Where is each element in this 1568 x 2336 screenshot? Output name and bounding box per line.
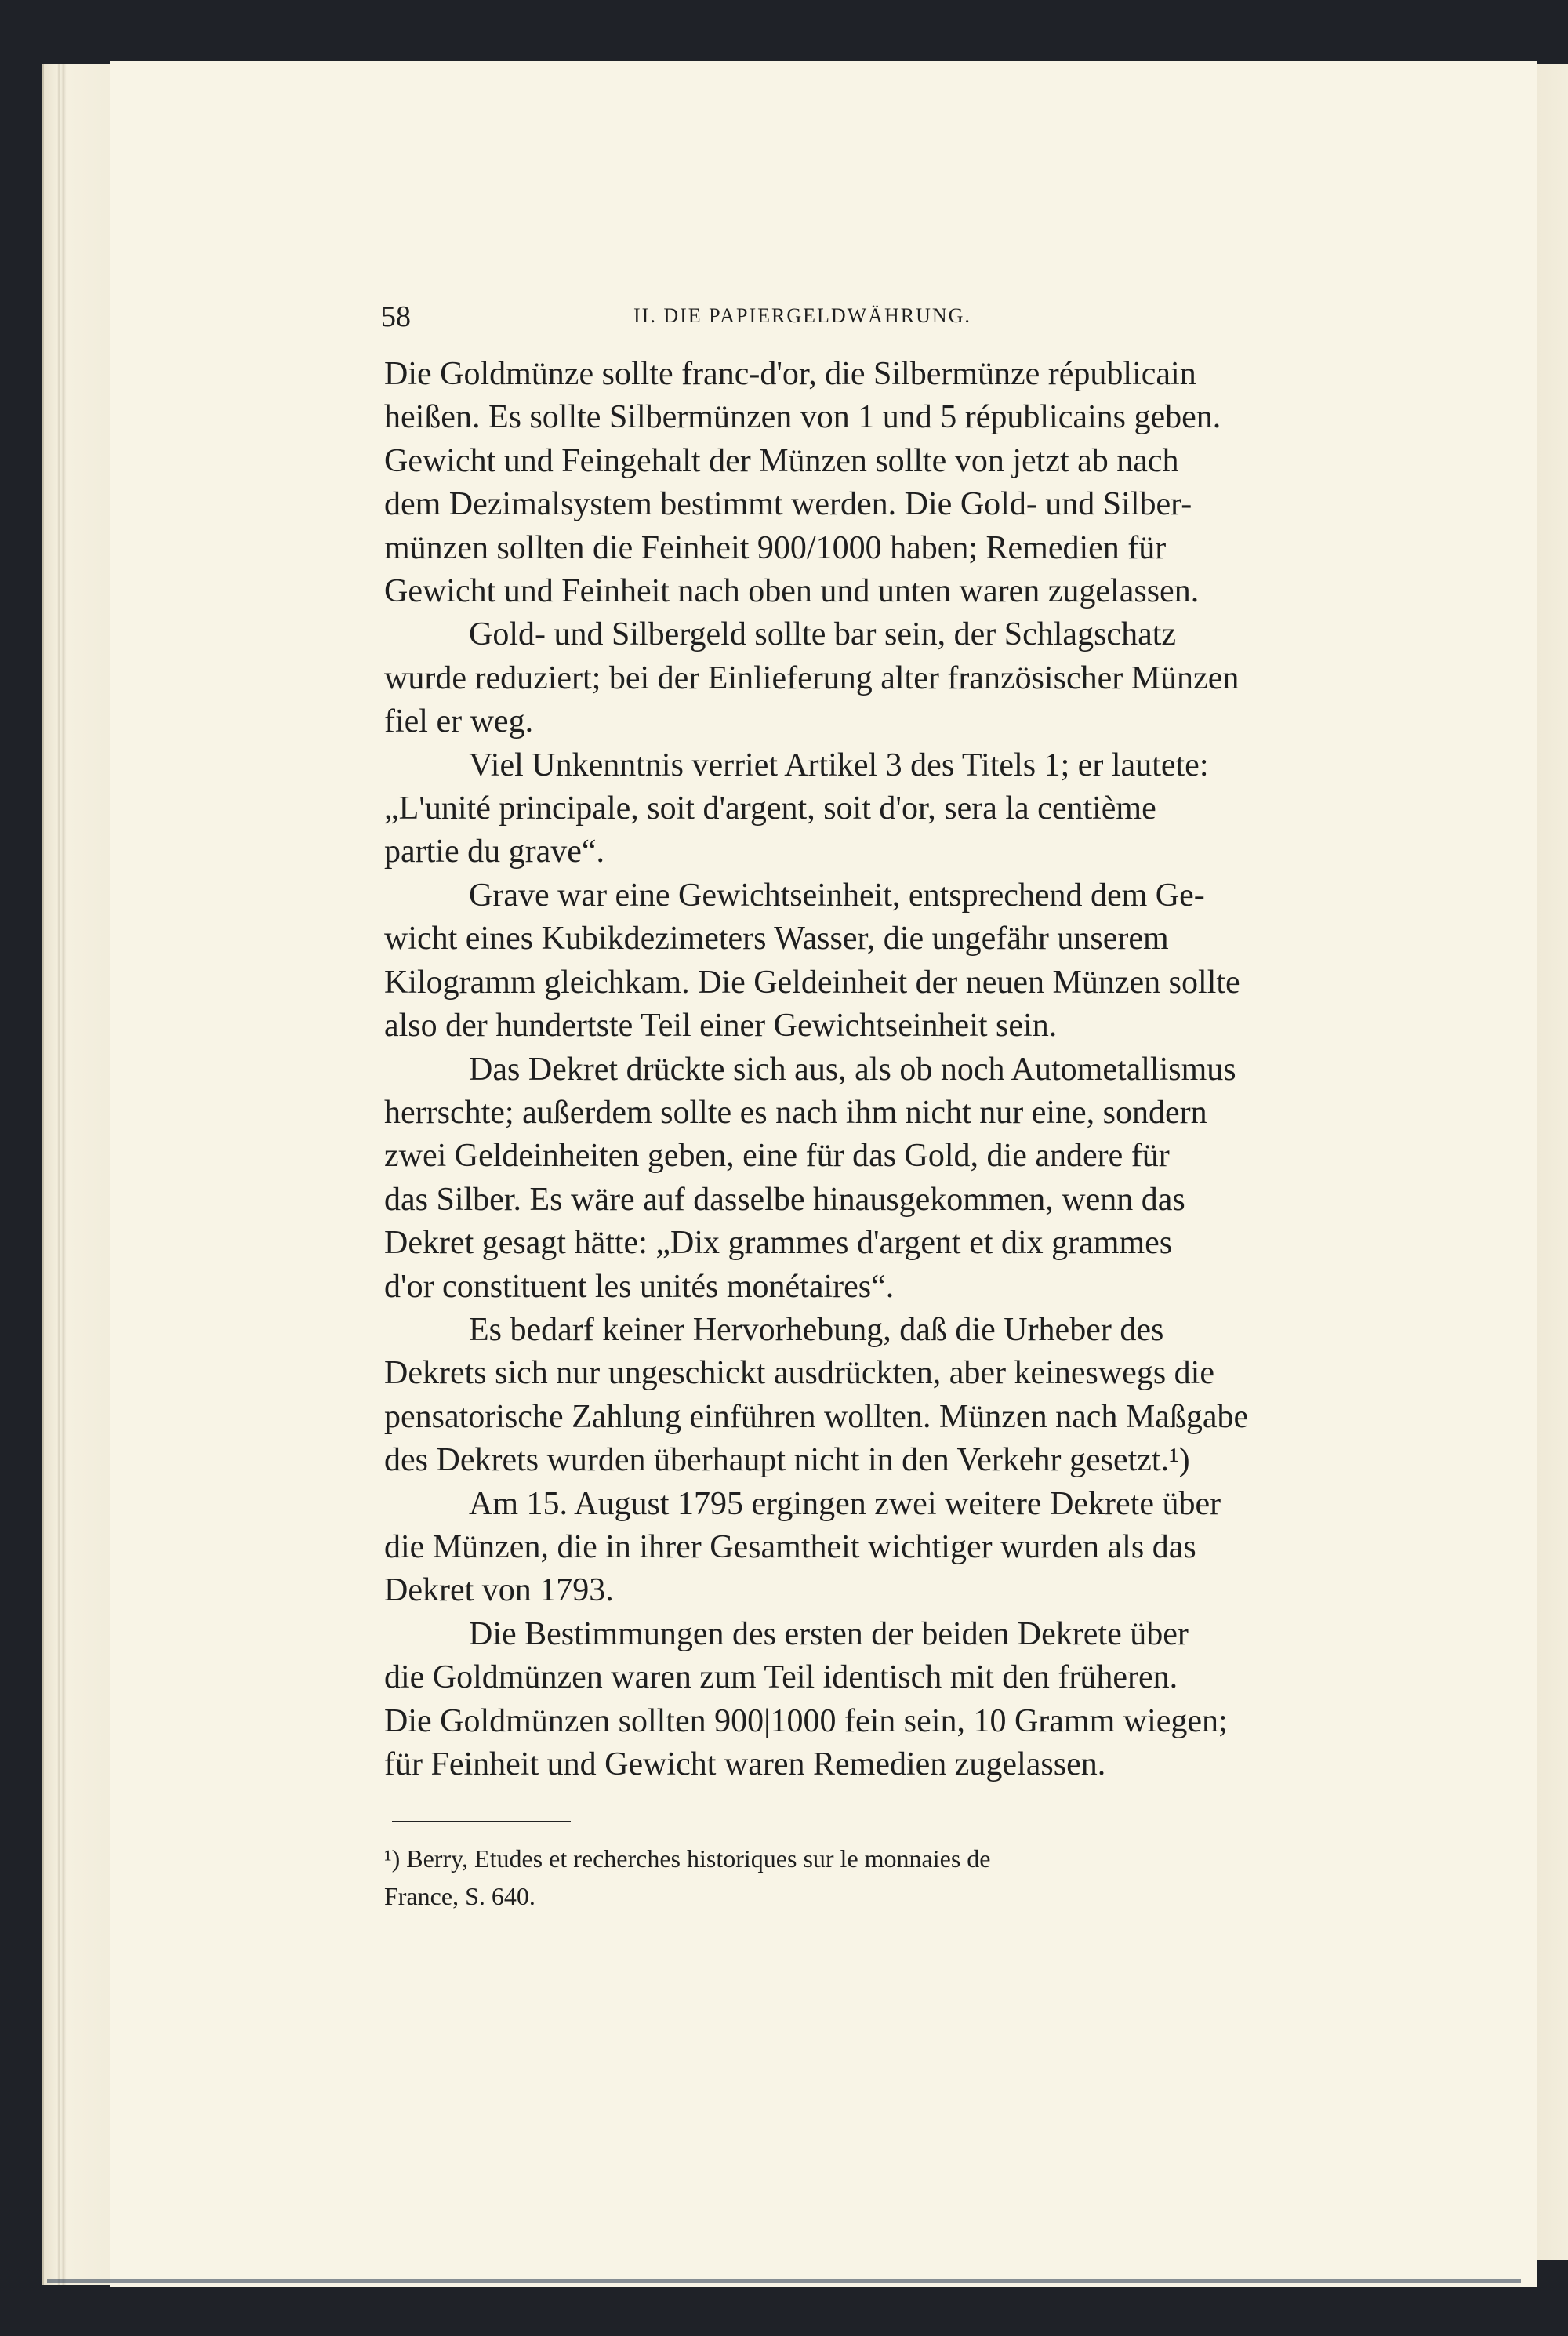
paragraph (384, 1309, 1347, 1483)
body-text (384, 353, 1347, 1786)
paragraph (384, 613, 1347, 743)
text-line: heißen. Es sollte Silbermünzen von 1 und 5 républicains geben. (384, 399, 1221, 436)
text-line: Gewicht und Feinheit nach oben und unten waren zugelassen. (384, 573, 1200, 610)
text-line: Gewicht und Feingehalt der Münzen sollte von jetzt ab nach (384, 442, 1179, 479)
scan-bottom-shadow (47, 2279, 1521, 2283)
paragraph (384, 1048, 1347, 1309)
text-line: für Feinheit und Gewicht waren Remedien zugelassen. (384, 1746, 1106, 1782)
text-line: Die Goldmünze sollte franc-d'or, die Silbermünze républicain (384, 356, 1196, 392)
page-header (381, 300, 1353, 334)
text-line: „L'unité principale, soit d'argent, soit d'or, sera la centième (384, 790, 1156, 827)
paragraph (384, 744, 1347, 874)
text-line: des Dekrets wurden überhaupt nicht in den Verkehr gesetzt.¹) (384, 1442, 1190, 1479)
footnote-line: ¹) Berry, Etudes et recherches historiques sur le monnaies de (384, 1844, 991, 1873)
paragraph (384, 1483, 1347, 1613)
text-line: d'or constituent les unités monétaires“. (384, 1268, 895, 1305)
text-line: also der hundertste Teil einer Gewichtseinheit sein. (384, 1008, 1058, 1044)
text-line: herrschte; außerdem sollte es nach ihm nicht nur eine, sondern (384, 1094, 1207, 1131)
text-line: wurde reduziert; bei der Einlieferung alter französischer Münzen (384, 659, 1240, 696)
text-line: die Münzen, die in ihrer Gesamtheit wichtiger wurden als das (384, 1528, 1196, 1565)
text-line: Am 15. August 1795 ergingen zwei weitere Dekrete über (469, 1485, 1221, 1522)
text-line: Es bedarf keiner Hervorhebung, daß die Urheber des (469, 1311, 1164, 1348)
page-number: 58 (381, 300, 411, 333)
footnote-divider (392, 1821, 571, 1822)
text-line: fiel er weg. (384, 703, 534, 740)
footnote (384, 1840, 1347, 1915)
text-line: Die Goldmünzen sollten 900|1000 fein sein, 10 Gramm wiegen; (384, 1702, 1228, 1739)
text-line: Viel Unkenntnis verriet Artikel 3 des Titels 1; er lautete: (469, 747, 1209, 783)
paragraph (384, 1613, 1347, 1787)
text-line: die Goldmünzen waren zum Teil identisch mit den früheren. (384, 1659, 1178, 1696)
text-line: partie du grave“. (384, 834, 605, 870)
text-line: Kilogramm gleichkam. Die Geldeinheit der neuen Münzen sollte (384, 964, 1240, 1001)
text-line: münzen sollten die Feinheit 900/1000 haben; Remedien für (384, 529, 1167, 566)
text-line: dem Dezimalsystem bestimmt werden. Die Gold- und Silber- (384, 486, 1192, 523)
text-line: Dekrets sich nur ungeschickt ausdrückten, aber keineswegs die (384, 1355, 1214, 1392)
text-line: Dekret gesagt hätte: „Dix grammes d'argent et dix grammes (384, 1225, 1173, 1262)
paragraph (384, 353, 1347, 613)
paragraph (384, 874, 1347, 1048)
text-line: Grave war eine Gewichtseinheit, entsprechend dem Ge- (469, 877, 1205, 914)
text-line: zwei Geldeinheiten geben, eine für das Gold, die andere für (384, 1138, 1170, 1175)
text-line: Die Bestimmungen des ersten der beiden Dekrete über (469, 1615, 1189, 1652)
text-line: Dekret von 1793. (384, 1572, 614, 1609)
text-line: Gold- und Silbergeld sollte bar sein, der Schlagschatz (469, 616, 1177, 653)
text-line: das Silber. Es wäre auf dasselbe hinausgekommen, wenn das (384, 1181, 1185, 1218)
text-line: pensatorische Zahlung einführen wollten. Münzen nach Maßgabe (384, 1398, 1249, 1435)
footnote-line: France, S. 640. (384, 1882, 535, 1910)
page-stack-edge (42, 64, 118, 2285)
text-line: wicht eines Kubikdezimeters Wasser, die ungefähr unserem (384, 921, 1169, 957)
running-head: II. DIE PAPIERGELDWÄHRUNG. (633, 304, 971, 327)
text-line: Das Dekret drückte sich aus, als ob noch Autometallismus (469, 1051, 1236, 1088)
